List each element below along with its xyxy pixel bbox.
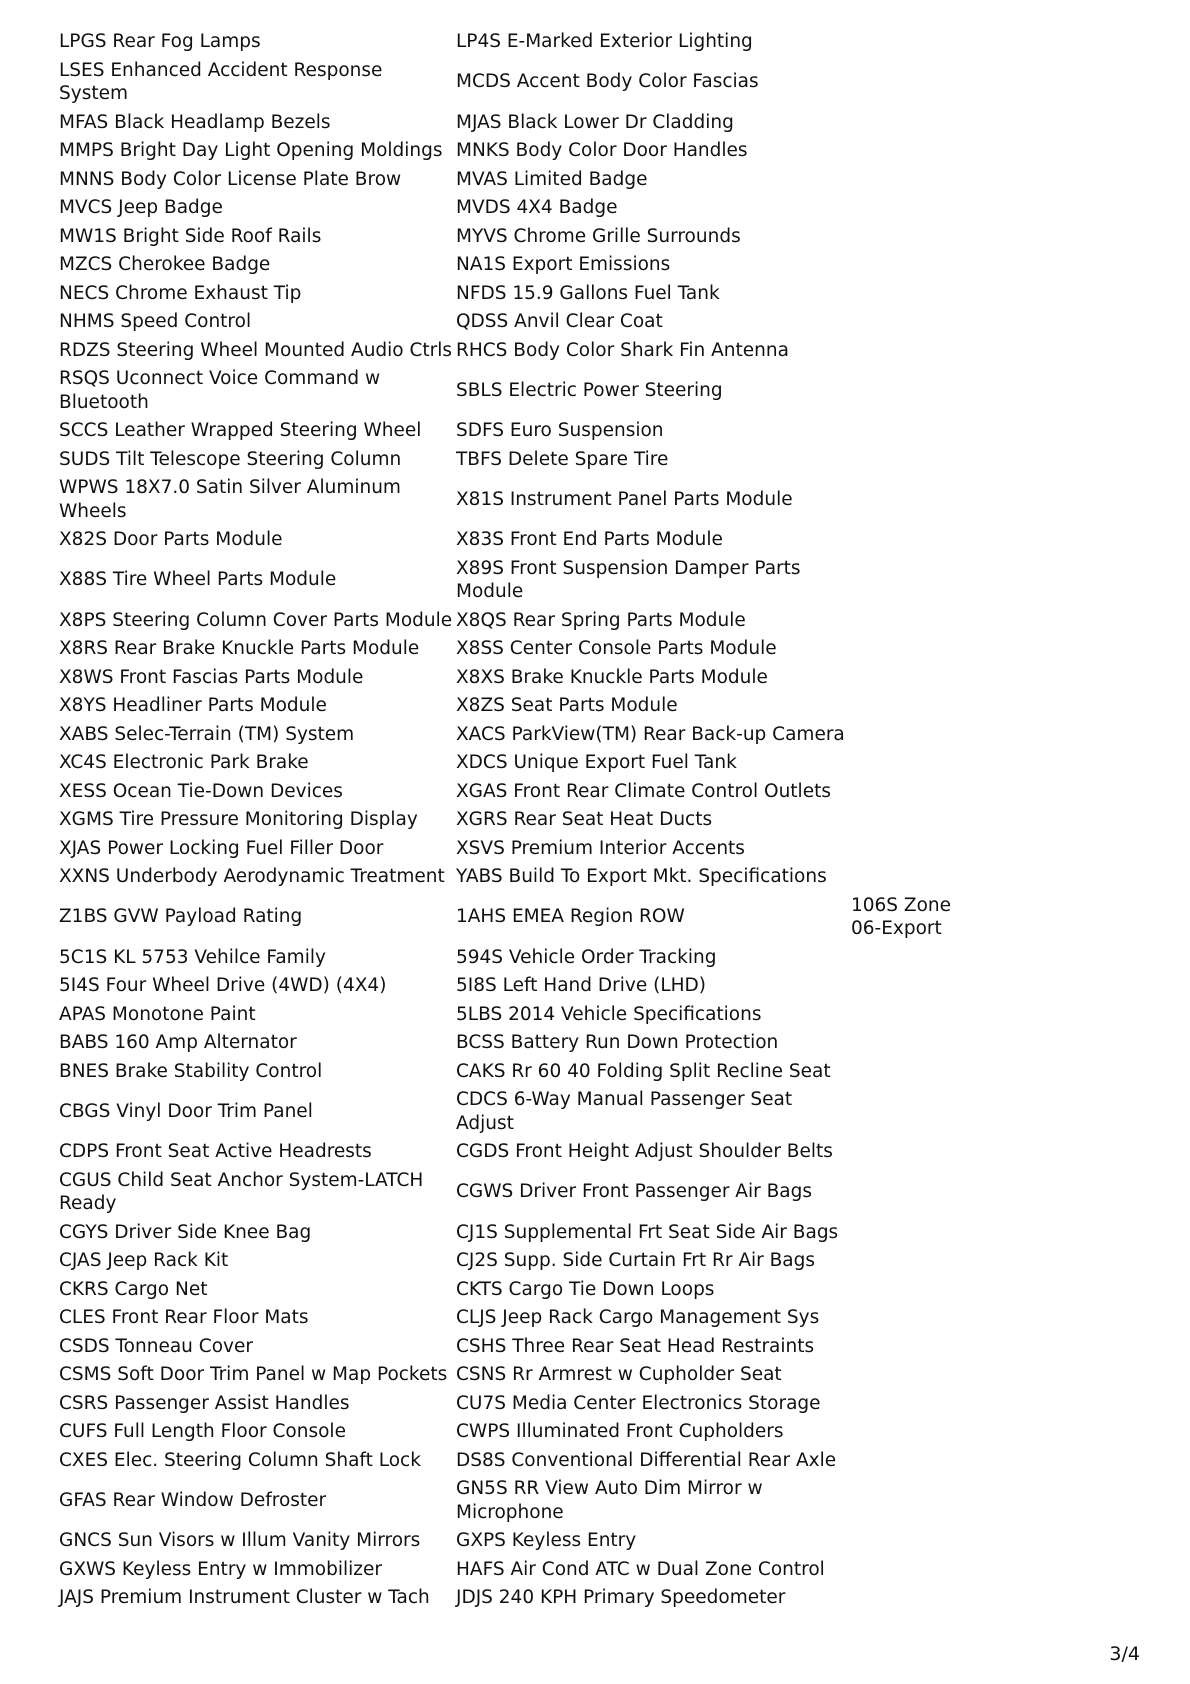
option-cell <box>848 1556 971 1585</box>
option-cell <box>848 1390 971 1419</box>
option-cell: MYVS Chrome Grille Surrounds <box>456 225 741 247</box>
option-cell: CSRS Passenger Assist Handles <box>59 1392 350 1414</box>
table-row <box>56 749 971 778</box>
table-row <box>56 223 971 252</box>
table-row <box>56 109 971 138</box>
option-cell: XJAS Power Locking Fuel Filler Door <box>59 837 384 859</box>
option-cell: 5LBS 2014 Vehicle Specifications <box>456 1003 762 1025</box>
option-cell <box>848 251 971 280</box>
table-row <box>56 251 971 280</box>
table-row <box>56 555 971 607</box>
table-row <box>56 1333 971 1362</box>
option-cell: RHCS Body Color Shark Fin Antenna <box>456 339 789 361</box>
option-cell <box>848 1527 971 1556</box>
option-cell <box>848 337 971 366</box>
table-row <box>56 1138 971 1167</box>
option-cell: XABS Selec-Terrain (TM) System <box>59 723 355 745</box>
option-cell <box>848 778 971 807</box>
option-cell <box>848 635 971 664</box>
option-cell: X82S Door Parts Module <box>59 529 283 550</box>
option-cell <box>848 664 971 693</box>
option-cell: 106S Zone 06-Export <box>851 894 952 939</box>
option-cell: GFAS Rear Window Defroster <box>59 1489 327 1511</box>
table-row <box>56 835 971 864</box>
table-row <box>56 635 971 664</box>
option-cell: SUDS Tilt Telescope Steering Column <box>59 448 402 470</box>
option-cell <box>848 806 971 835</box>
table-row <box>56 1086 971 1138</box>
option-cell <box>848 1475 971 1527</box>
option-cell: MCDS Accent Body Color Fascias <box>456 71 759 93</box>
table-row <box>56 944 971 973</box>
option-cell: CGDS Front Height Adjust Shoulder Belts <box>456 1141 833 1162</box>
table-row <box>56 337 971 366</box>
option-cell <box>848 308 971 337</box>
table-row <box>56 1247 971 1276</box>
option-cell <box>848 1058 971 1087</box>
option-cell: NFDS 15.9 Gallons Fuel Tank <box>456 282 720 304</box>
option-cell: SBLS Electric Power Steering <box>456 379 723 401</box>
option-cell <box>848 1304 971 1333</box>
option-cell <box>848 166 971 195</box>
option-cell: 5I4S Four Wheel Drive (4WD) (4X4) <box>59 975 387 996</box>
option-cell: CJ2S Supp. Side Curtain Frt Rr Air Bags <box>456 1250 816 1271</box>
option-cell <box>848 28 971 57</box>
option-cell: X8QS Rear Spring Parts Module <box>456 609 746 631</box>
option-cell: SCCS Leather Wrapped Steering Wheel <box>59 420 422 441</box>
option-cell: GN5S RR View Auto Dim Mirror w Microphone <box>456 1478 763 1523</box>
option-cell <box>848 749 971 778</box>
option-cell: CDCS 6-Way Manual Passenger Seat Adjust <box>456 1089 793 1134</box>
option-cell: X8SS Center Console Parts Module <box>456 638 777 659</box>
table-row <box>56 365 971 417</box>
option-cell: CAKS Rr 60 40 Folding Split Recline Seat <box>456 1060 831 1082</box>
table-row <box>56 194 971 223</box>
option-cell <box>848 692 971 721</box>
option-cell: JAJS Premium Instrument Cluster w Tach <box>59 1587 430 1608</box>
option-cell <box>848 526 971 555</box>
option-cell: X81S Instrument Panel Parts Module <box>456 488 793 510</box>
option-cell: CUFS Full Length Floor Console <box>59 1421 346 1442</box>
option-cell: 1AHS EMEA Region ROW <box>456 906 685 928</box>
option-cell: CKRS Cargo Net <box>59 1278 208 1300</box>
option-cell <box>848 555 971 607</box>
option-cell: MVCS Jeep Badge <box>59 197 223 218</box>
option-cell <box>848 1584 971 1613</box>
option-cell: CLJS Jeep Rack Cargo Management Sys <box>456 1307 820 1328</box>
option-cell: XGAS Front Rear Climate Control Outlets <box>456 780 831 802</box>
table-row <box>56 1058 971 1087</box>
option-cell: RDZS Steering Wheel Mounted Audio Ctrls <box>59 339 453 361</box>
table-row <box>56 308 971 337</box>
table-row <box>56 166 971 195</box>
option-cell: MMPS Bright Day Light Opening Moldings <box>59 140 443 161</box>
table-row <box>56 1276 971 1305</box>
option-cell: CGUS Child Seat Anchor System-LATCH Ready <box>59 1169 424 1214</box>
option-cell: X8YS Headliner Parts Module <box>59 695 327 716</box>
option-cell: RSQS Uconnect Voice Command w Bluetooth <box>59 368 381 413</box>
page-number: 3/4 <box>1109 1643 1140 1665</box>
table-row <box>56 417 971 446</box>
option-cell <box>848 607 971 636</box>
table-row <box>56 1527 971 1556</box>
option-cell: CSHS Three Rear Seat Head Restraints <box>456 1335 815 1357</box>
option-cell: XGRS Rear Seat Heat Ducts <box>456 809 713 830</box>
option-cell: APAS Monotone Paint <box>59 1003 256 1025</box>
option-cell <box>848 1086 971 1138</box>
option-cell: CSDS Tonneau Cover <box>59 1335 253 1357</box>
option-cell: X88S Tire Wheel Parts Module <box>59 569 337 591</box>
option-cell: LPGS Rear Fog Lamps <box>59 31 261 52</box>
option-cell <box>848 1447 971 1476</box>
option-cell: BCSS Battery Run Down Protection <box>456 1032 779 1053</box>
options-table <box>56 28 971 1613</box>
table-row <box>56 1001 971 1030</box>
table-row <box>56 1361 971 1390</box>
option-cell: LSES Enhanced Accident Response System <box>59 59 383 104</box>
option-cell: CGYS Driver Side Knee Bag <box>59 1221 312 1243</box>
option-cell <box>848 972 971 1001</box>
table-row <box>56 1556 971 1585</box>
option-cell: MVDS 4X4 Badge <box>456 197 618 218</box>
option-cell <box>848 863 971 892</box>
option-cell <box>848 1276 971 1305</box>
option-cell: TBFS Delete Spare Tire <box>456 448 669 470</box>
option-cell: MW1S Bright Side Roof Rails <box>59 225 322 247</box>
table-row <box>56 1167 971 1219</box>
option-cell: X8ZS Seat Parts Module <box>456 695 678 716</box>
option-cell: CSMS Soft Door Trim Panel w Map Pockets <box>59 1364 448 1385</box>
table-row <box>56 1584 971 1613</box>
option-cell: X8PS Steering Column Cover Parts Module <box>59 609 453 631</box>
option-cell: CU7S Media Center Electronics Storage <box>456 1392 821 1414</box>
option-cell: Z1BS GVW Payload Rating <box>59 906 303 928</box>
option-cell: JDJS 240 KPH Primary Speedometer <box>456 1587 786 1608</box>
table-row <box>56 863 971 892</box>
option-cell: GXPS Keyless Entry <box>456 1530 637 1551</box>
option-cell: XDCS Unique Export Fuel Tank <box>456 752 737 773</box>
option-cell: CJAS Jeep Rack Kit <box>59 1250 229 1271</box>
option-cell <box>848 944 971 973</box>
table-row <box>56 1390 971 1419</box>
table-row <box>56 1304 971 1333</box>
option-cell <box>848 1361 971 1390</box>
table-row <box>56 1029 971 1058</box>
option-cell: X8XS Brake Knuckle Parts Module <box>456 666 768 688</box>
option-cell <box>848 721 971 750</box>
option-cell <box>848 1219 971 1248</box>
option-cell <box>848 417 971 446</box>
option-cell <box>848 1029 971 1058</box>
option-cell <box>848 57 971 109</box>
option-cell: CSNS Rr Armrest w Cupholder Seat <box>456 1364 782 1385</box>
option-cell: X8WS Front Fascias Parts Module <box>59 666 364 688</box>
option-cell <box>848 109 971 138</box>
option-cell: X89S Front Suspension Damper Parts Module <box>456 557 801 602</box>
option-cell: BNES Brake Stability Control <box>59 1060 323 1082</box>
option-cell: MFAS Black Headlamp Bezels <box>59 111 331 133</box>
table-row <box>56 806 971 835</box>
table-row <box>56 57 971 109</box>
option-cell: XSVS Premium Interior Accents <box>456 837 745 859</box>
table-row <box>56 1418 971 1447</box>
option-cell: NECS Chrome Exhaust Tip <box>59 282 302 304</box>
option-cell: NA1S Export Emissions <box>456 254 671 275</box>
options-table-body <box>56 28 971 1613</box>
table-row <box>56 446 971 475</box>
option-cell: XXNS Underbody Aerodynamic Treatment <box>59 866 445 887</box>
table-row <box>56 1447 971 1476</box>
table-row <box>56 526 971 555</box>
option-cell: NHMS Speed Control <box>59 311 252 332</box>
option-cell <box>848 365 971 417</box>
option-cell <box>848 835 971 864</box>
option-cell <box>848 223 971 252</box>
option-cell <box>848 1418 971 1447</box>
option-cell: CDPS Front Seat Active Headrests <box>59 1141 372 1162</box>
option-cell: CBGS Vinyl Door Trim Panel <box>59 1100 313 1122</box>
option-cell <box>848 194 971 223</box>
option-cell: XGMS Tire Pressure Monitoring Display <box>59 809 418 830</box>
option-cell: MVAS Limited Badge <box>456 168 648 190</box>
option-cell: CKTS Cargo Tie Down Loops <box>456 1278 715 1300</box>
table-row <box>56 972 971 1001</box>
option-cell: 5C1S KL 5753 Vehilce Family <box>59 946 326 968</box>
option-cell: CWPS Illuminated Front Cupholders <box>456 1421 784 1442</box>
option-cell: BABS 160 Amp Alternator <box>59 1032 297 1053</box>
option-cell: XC4S Electronic Park Brake <box>59 752 309 773</box>
option-cell <box>848 1167 971 1219</box>
option-cell: XACS ParkView(TM) Rear Back-up Camera <box>456 723 845 745</box>
table-row <box>56 892 971 944</box>
option-cell: XESS Ocean Tie-Down Devices <box>59 780 343 802</box>
option-cell <box>848 280 971 309</box>
option-cell: GNCS Sun Visors w Illum Vanity Mirrors <box>59 1530 421 1551</box>
table-row <box>56 474 971 526</box>
option-cell: WPWS 18X7.0 Satin Silver Aluminum Wheels <box>59 477 401 522</box>
option-cell: LP4S E-Marked Exterior Lighting <box>456 31 753 52</box>
table-row <box>56 1219 971 1248</box>
option-cell: MNKS Body Color Door Handles <box>456 140 748 161</box>
option-cell: X83S Front End Parts Module <box>456 529 723 550</box>
option-cell: CJ1S Supplemental Frt Seat Side Air Bags <box>456 1221 839 1243</box>
table-row <box>56 280 971 309</box>
option-cell <box>848 446 971 475</box>
option-cell: YABS Build To Export Mkt. Specifications <box>456 866 827 887</box>
table-row <box>56 664 971 693</box>
table-row <box>56 28 971 57</box>
option-cell: CGWS Driver Front Passenger Air Bags <box>456 1181 812 1203</box>
option-cell: SDFS Euro Suspension <box>456 420 664 441</box>
option-cell <box>848 1138 971 1167</box>
option-cell: X8RS Rear Brake Knuckle Parts Module <box>59 638 420 659</box>
table-row <box>56 778 971 807</box>
table-row <box>56 137 971 166</box>
option-cell: QDSS Anvil Clear Coat <box>456 311 663 332</box>
option-cell <box>848 1001 971 1030</box>
option-cell <box>848 137 971 166</box>
option-cell: CLES Front Rear Floor Mats <box>59 1307 309 1328</box>
option-cell: GXWS Keyless Entry w Immobilizer <box>59 1558 382 1580</box>
option-cell: 594S Vehicle Order Tracking <box>456 946 717 968</box>
option-cell: MJAS Black Lower Dr Cladding <box>456 111 734 133</box>
table-row <box>56 1475 971 1527</box>
option-cell <box>848 1247 971 1276</box>
option-cell <box>848 474 971 526</box>
option-cell: DS8S Conventional Differential Rear Axle <box>456 1449 837 1471</box>
table-row <box>56 721 971 750</box>
option-cell: MNNS Body Color License Plate Brow <box>59 168 402 190</box>
table-row <box>56 607 971 636</box>
option-cell: HAFS Air Cond ATC w Dual Zone Control <box>456 1558 825 1580</box>
option-cell: CXES Elec. Steering Column Shaft Lock <box>59 1449 421 1471</box>
option-cell: MZCS Cherokee Badge <box>59 254 271 275</box>
option-cell: 5I8S Left Hand Drive (LHD) <box>456 975 707 996</box>
table-row <box>56 692 971 721</box>
option-cell <box>848 1333 971 1362</box>
